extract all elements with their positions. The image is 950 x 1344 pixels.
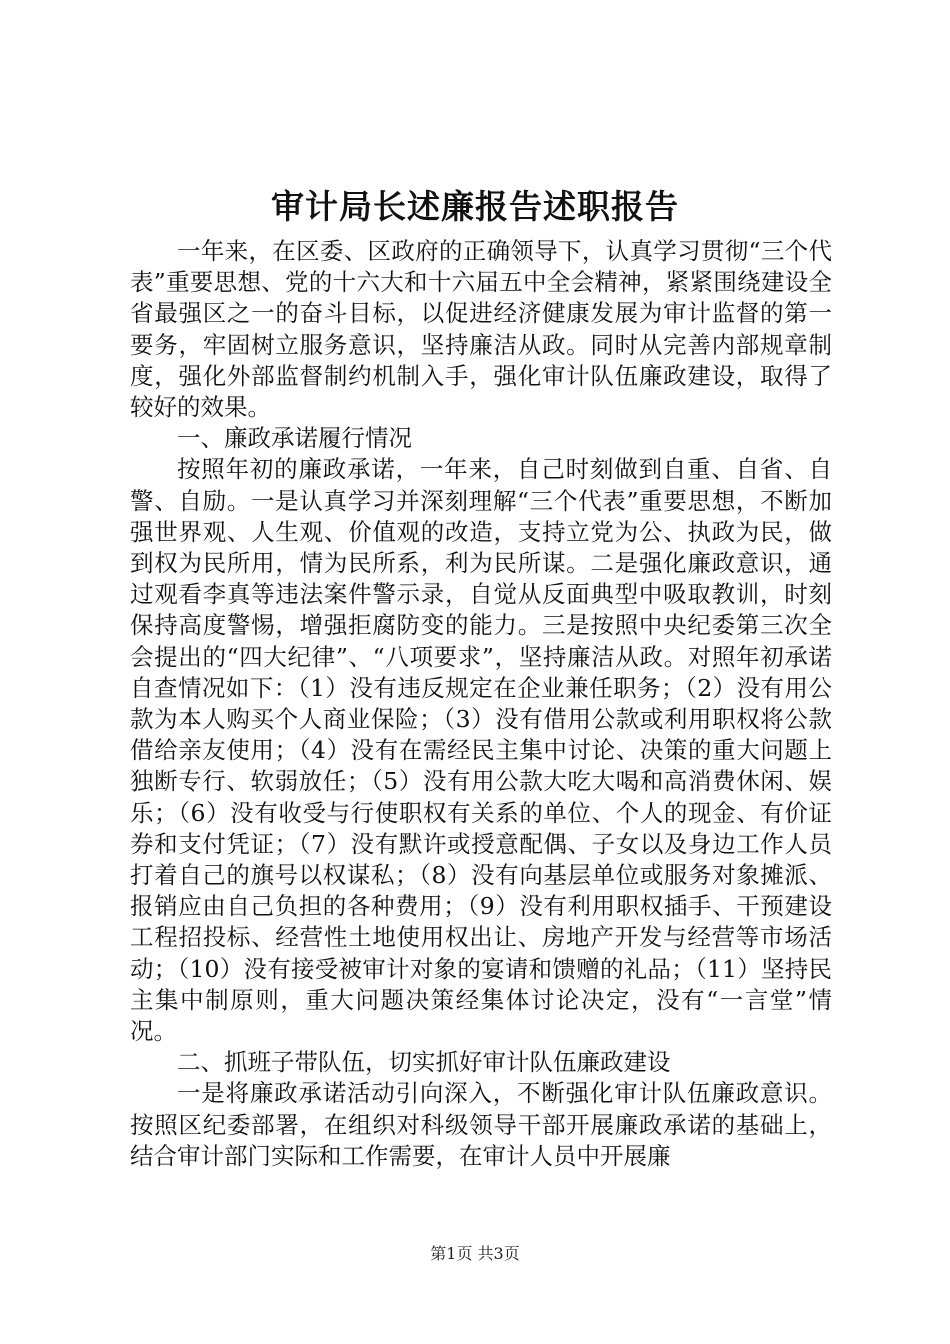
paragraph-intro: 一年来，在区委、区政府的正确领导下，认真学习贯彻“三个代表”重要思想、党的十六大和十六届五中全会精神，紧紧围绕建设全省最强区之一的奋斗目标，以促进经济健康发展为审计监督的第一要务，牢固树立服务意识，坚持廉洁从政。同时从完善内部规章制度，强化外部监督制约机制入手，强化审计队伍廉政建设，取得了较好的效果。 [130,237,832,422]
document-title: 审计局长述廉报告述职报告 [271,187,679,226]
section-heading-1: 一、廉政承诺履行情况 [177,424,412,453]
page-footer: 第1页 共3页 [430,1244,520,1263]
paragraph-section-2: 一是将廉政承诺活动引向深入，不断强化审计队伍廉政意识。按照区纪委部署，在组织对科级领导干部开展廉政承诺的基础上，结合审计部门实际和工作需要，在审计人员中开展廉 [130,1079,832,1170]
document-body [130,236,832,1172]
section-heading-2: 二、抓班子带队伍，切实抓好审计队伍廉政建设 [177,1048,671,1077]
paragraph-section-1: 按照年初的廉政承诺，一年来，自己时刻做到自重、自省、自警、自励。一是认真学习并深刻理解“三个代表”重要思想，不断加强世界观、人生观、价值观的改造，支持立党为公、执政为民，做到权为民所用，情为民所系，利为民所谋。二是强化廉政意识，通过观看李真等违法案件警示录，自觉从反面典型中吸取教训，时刻保持高度警惕，增强拒腐防变的能力。三是按照中央纪委第三次全会提出的“四大纪律”、“八项要求”，坚持廉洁从政。对照年初承诺自查情况如下：（1）没有违反规定在企业兼任职务；（2）没有用公款为本人购买个人商业保险；（3）没有借用公款或利用职权将公款借给亲友使用；（4）没有在需经民主集中讨论、决策的重大问题上独断专行、软弱放任；（5）没有用公款大吃大喝和高消费休闲、娱乐；（6）没有收受与行使职权有关系的单位、个人的现金、有价证券和支付凭证；（7）没有默许或授意配偶、子女以及身边工作人员打着自己的旗号以权谋私；（8）没有向基层单位或服务对象摊派、报销应由自己负担的各种费用；（9）没有利用职权插手、干预建设工程招投标、经营性土地使用权出让、房地产开发与经营等市场活动；（10）没有接受被审计对象的宴请和馈赠的礼品；（11）坚持民主集中制原则，重大问题决策经集体讨论决定，没有“一言堂”情况。 [130,455,832,1046]
